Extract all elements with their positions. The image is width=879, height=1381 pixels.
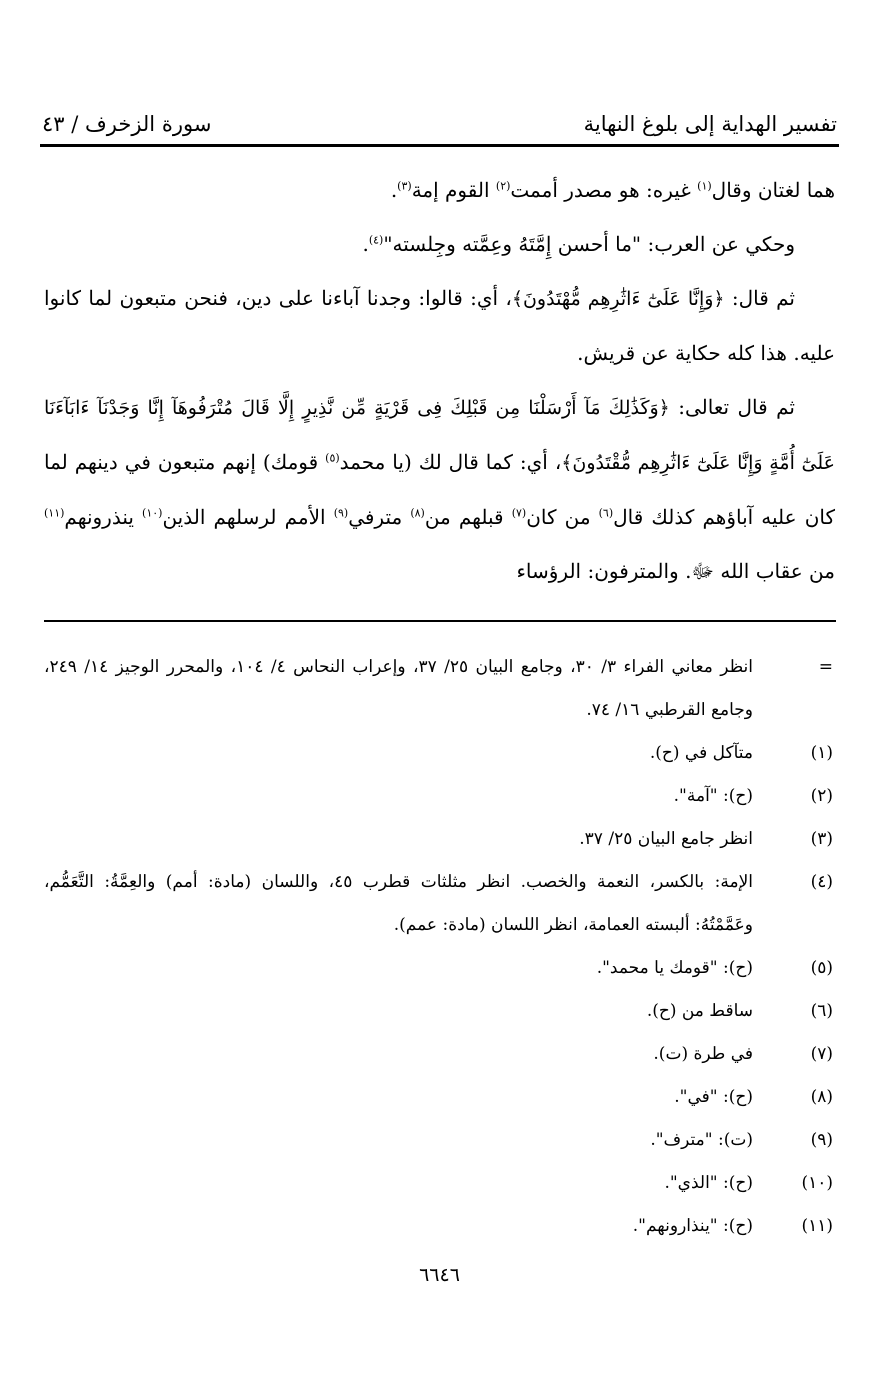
footnote-number: (٤)	[810, 872, 833, 892]
footnote-number: (٥)	[810, 958, 833, 978]
footnote-1	[44, 732, 833, 775]
text-run: وحكي عن العرب: "ما أحسن إِمَّتَهُ وعِمَّته وجِلسته"	[383, 232, 795, 256]
footnote-7	[44, 1033, 833, 1076]
footnote-text: (ح): "آمة".	[673, 786, 753, 806]
footnote-text: (ح): "قومك يا محمد".	[596, 958, 753, 978]
page-number: ٦٦٤٦	[419, 1264, 460, 1286]
footnote-text: (ت): "مترف".	[650, 1130, 753, 1150]
footnote-ref: (٧)	[511, 506, 527, 520]
footnote-10	[44, 1162, 833, 1205]
footnote-ref: (٥)	[325, 451, 340, 465]
text-run: هما لغتان وقال	[711, 178, 835, 202]
footnote-number: (٢)	[810, 786, 833, 806]
footnote-9	[44, 1119, 833, 1162]
paragraph-4	[44, 380, 835, 598]
footnote-number: (٧)	[810, 1044, 833, 1064]
footnote-5	[44, 947, 833, 990]
text-run: من كان	[526, 505, 599, 529]
paragraph-3	[44, 271, 835, 380]
footnote-text: ساقط من (ح).	[646, 1001, 753, 1021]
quran-verse: ﴿وَإِنَّا عَلَىٰٓ ءَاثَٰرِهِم مُّهْتَدُونَ﴾	[511, 288, 725, 310]
footnote-6	[44, 990, 833, 1033]
footnote-text: انظر معاني الفراء ٣/ ٣٠، وجامع البيان ٢٥/ ٣٧، وإعراب النحاس ٤/ ١٠٤، والمحرر الوجيز ١٤/ ٢٤٩، وجامع القرطبي ١٦/ ٧٤.	[44, 657, 754, 720]
text-run: قومك) إنهم متبعون في دينهم لما كان عليه آباؤهم كذلك قال	[44, 450, 835, 529]
header-rule	[40, 144, 839, 147]
text-run: ثم قال:	[724, 286, 795, 310]
surah-label: سورة الزخرف / ٤٣	[42, 112, 212, 136]
footnote-ref: (٦)	[598, 506, 614, 520]
footnote-continued	[44, 646, 833, 732]
book-title: تفسير الهداية إلى بلوغ النهاية	[583, 112, 837, 136]
footnote-ref: (٨)	[410, 506, 425, 520]
footnote-ref: (٢)	[495, 179, 511, 193]
footnote-4	[44, 861, 833, 947]
text-run: غيره: هو مصدر أممت	[510, 178, 698, 202]
paragraph-1	[44, 163, 835, 217]
body-text	[44, 163, 835, 598]
footnote-text: في طرة (ت).	[653, 1044, 753, 1064]
footnote-ref: (٣)	[397, 179, 412, 193]
text-run: من عقاب الله ﷻ. والمترفون: الرؤساء	[516, 559, 835, 583]
text-run: الأمم لرسلهم الذين	[162, 505, 334, 529]
footnotes	[44, 646, 833, 1248]
footnote-number: (١)	[810, 743, 833, 763]
footnote-number: (٩)	[810, 1130, 833, 1150]
footnote-number: =	[818, 657, 833, 677]
text-run: ، أي: كما قال لك (يا محمد	[339, 450, 562, 474]
text-run: مترفي	[348, 505, 411, 529]
footnote-text: متآكل في (ح).	[649, 743, 753, 763]
text-run: .	[362, 232, 369, 256]
quran-verse: ﴿وَكَذَٰلِكَ مَآ أَرْسَلْنَا مِن قَبْلِكَ فِى قَرْيَةٍ مِّن نَّذِيرٍ إِلَّا قَالَ مُتْرَفُوهَآ إِنَّا وَجَدْنَآ ءَابَآءَنَا عَلَىٰٓ أُمَّةٍ وَإِنَّا عَلَىٰٓ ءَاثَٰرِهِم مُّقْتَدُونَ﴾	[44, 397, 835, 474]
footnote-ref: (١٠)	[142, 506, 163, 520]
footnote-ref: (٤)	[368, 233, 384, 247]
footnote-3	[44, 818, 833, 861]
paragraph-2	[44, 217, 835, 271]
footnote-number: (٣)	[810, 829, 833, 849]
footnote-ref: (٩)	[333, 506, 349, 520]
text-run: .	[390, 178, 398, 202]
footnote-8	[44, 1076, 833, 1119]
footnote-text: (ح): "في".	[674, 1087, 753, 1107]
footnote-text: (ح): "الذي".	[664, 1173, 753, 1193]
footnote-text: انظر جامع البيان ٢٥/ ٣٧.	[579, 829, 753, 849]
running-head	[42, 100, 837, 136]
footnote-number: (١٠)	[801, 1173, 833, 1193]
footnote-text: الإمة: بالكسر، النعمة والخصب. انظر مثلثات قطرب ٤٥، واللسان (مادة: أمم) والعِمَّةُ: التَّعَمُّم، وعَمَّمْتُهُ: ألبسته العمامة، انظر اللسان (مادة: عمم).	[44, 872, 753, 935]
footnote-text: (ح): "ينذارونهم".	[632, 1216, 753, 1236]
footnote-number: (٦)	[810, 1001, 833, 1021]
footnote-ref: (١١)	[44, 506, 65, 520]
text-run: ، أي: قالوا: وجدنا آباءنا على دين، فنحن متبعون لما كانوا عليه. هذا كله حكاية عن قريش.	[44, 286, 835, 365]
footnote-number: (٨)	[810, 1087, 833, 1107]
footnote-2	[44, 775, 833, 818]
text-run: ينذرونهم	[64, 505, 143, 529]
text-run: قبلهم من	[424, 505, 512, 529]
footnote-rule	[44, 620, 836, 622]
footnote-ref: (١)	[697, 179, 712, 193]
footnote-number: (١١)	[801, 1216, 833, 1236]
text-run: القوم إمة	[411, 178, 496, 202]
text-run: ثم قال تعالى:	[669, 395, 796, 419]
footnote-11	[44, 1205, 833, 1248]
